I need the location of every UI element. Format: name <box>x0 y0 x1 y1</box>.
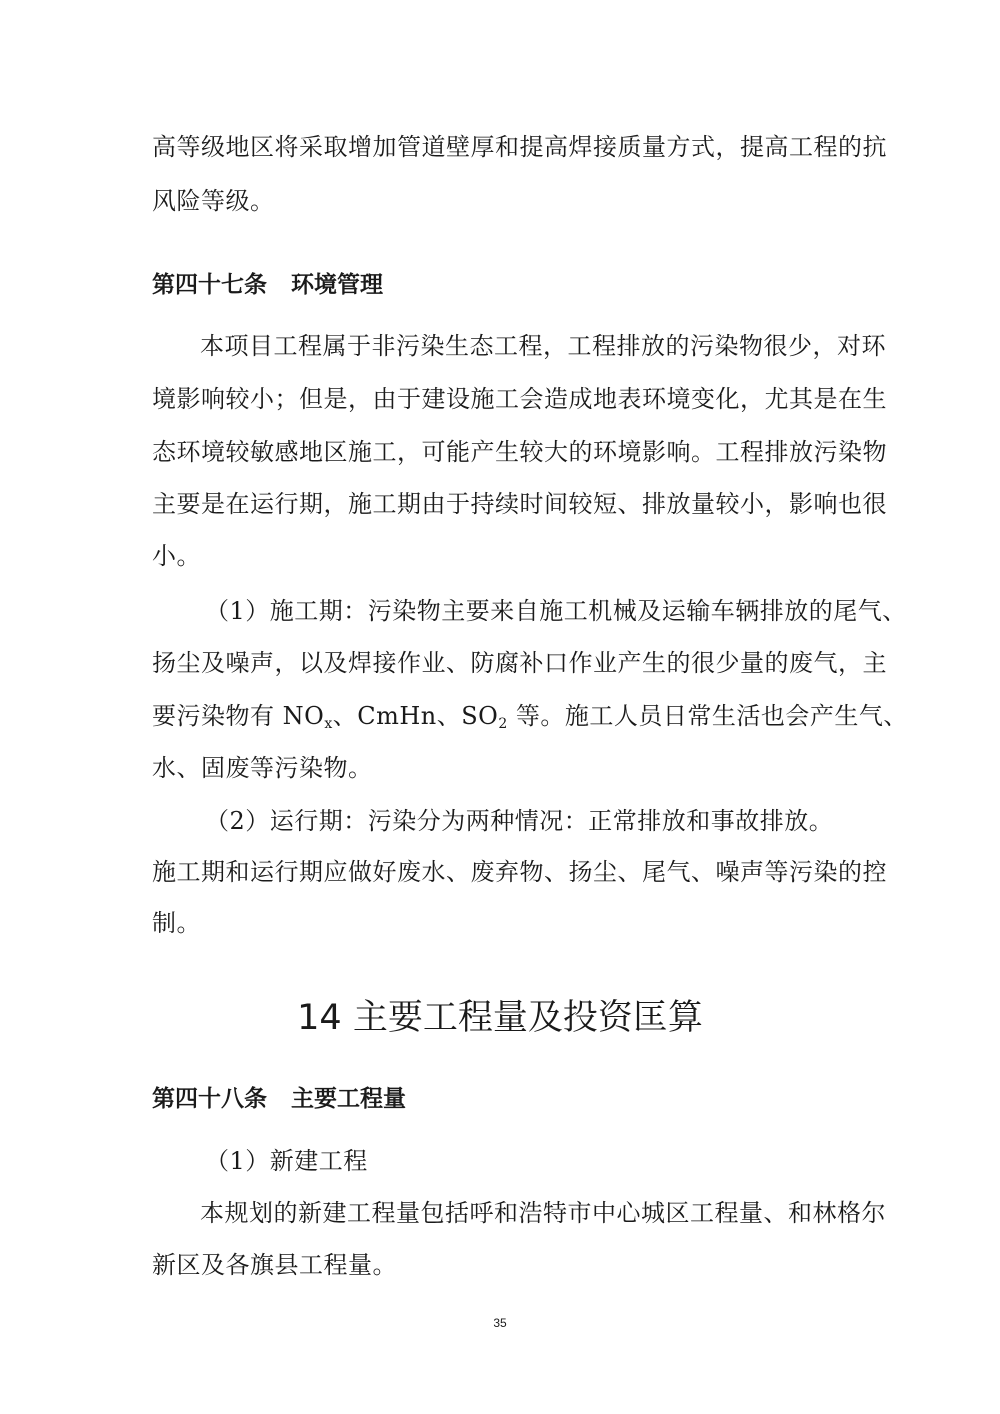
text-run: 要污染物有 NO <box>152 702 325 730</box>
section-heading-48 <box>152 1084 406 1114</box>
paragraph-line: 本项目工程属于非污染生态工程，工程排放的污染物很少，对环 <box>200 332 886 360</box>
section-number: 第四十七条 <box>152 272 267 298</box>
paragraph-line: （1）施工期：污染物主要来自施工机械及运输车辆排放的尾气、 <box>205 597 907 625</box>
section-title: 环境管理 <box>291 272 383 298</box>
section-number: 第四十八条 <box>152 1086 267 1112</box>
paragraph-line: 水、固废等污染物。 <box>152 754 373 782</box>
subscript: 2 <box>498 716 508 732</box>
paragraph-line: 风险等级。 <box>152 187 275 215</box>
subsection-heading: （1）新建工程 <box>205 1147 368 1175</box>
paragraph-line: 施工期和运行期应做好废水、废弃物、扬尘、尾气、噪声等污染的控 <box>152 858 887 886</box>
paragraph-line: 态环境较敏感地区施工，可能产生较大的环境影响。工程排放污染物 <box>152 438 887 466</box>
subscript: x <box>324 716 333 732</box>
section-heading-47 <box>152 270 383 300</box>
paragraph-line: 境影响较小；但是，由于建设施工会造成地表环境变化，尤其是在生 <box>152 385 887 413</box>
paragraph-line: 本规划的新建工程量包括呼和浩特市中心城区工程量、和林格尔 <box>200 1199 886 1227</box>
text-run: 、CmHn、SO <box>332 702 499 730</box>
paragraph-line <box>152 701 908 732</box>
paragraph-line: 主要是在运行期，施工期由于持续时间较短、排放量较小，影响也很 <box>152 490 887 518</box>
paragraph-line: 新区及各旗县工程量。 <box>152 1251 397 1279</box>
paragraph-line: （2）运行期：污染分为两种情况：正常排放和事故排放。 <box>205 807 834 835</box>
paragraph-line: 制。 <box>152 909 201 937</box>
paragraph-line: 小。 <box>152 542 201 570</box>
paragraph-line: 扬尘及噪声，以及焊接作业、防腐补口作业产生的很少量的废气，主 <box>152 649 887 677</box>
text-run: 等。施工人员日常生活也会产生气、 <box>507 702 908 730</box>
page-number: 35 <box>493 1316 507 1330</box>
chapter-title: 14 主要工程量及投资匡算 <box>297 998 703 1038</box>
paragraph-line: 高等级地区将采取增加管道壁厚和提高焊接质量方式，提高工程的抗 <box>152 133 887 161</box>
section-title: 主要工程量 <box>291 1086 406 1112</box>
